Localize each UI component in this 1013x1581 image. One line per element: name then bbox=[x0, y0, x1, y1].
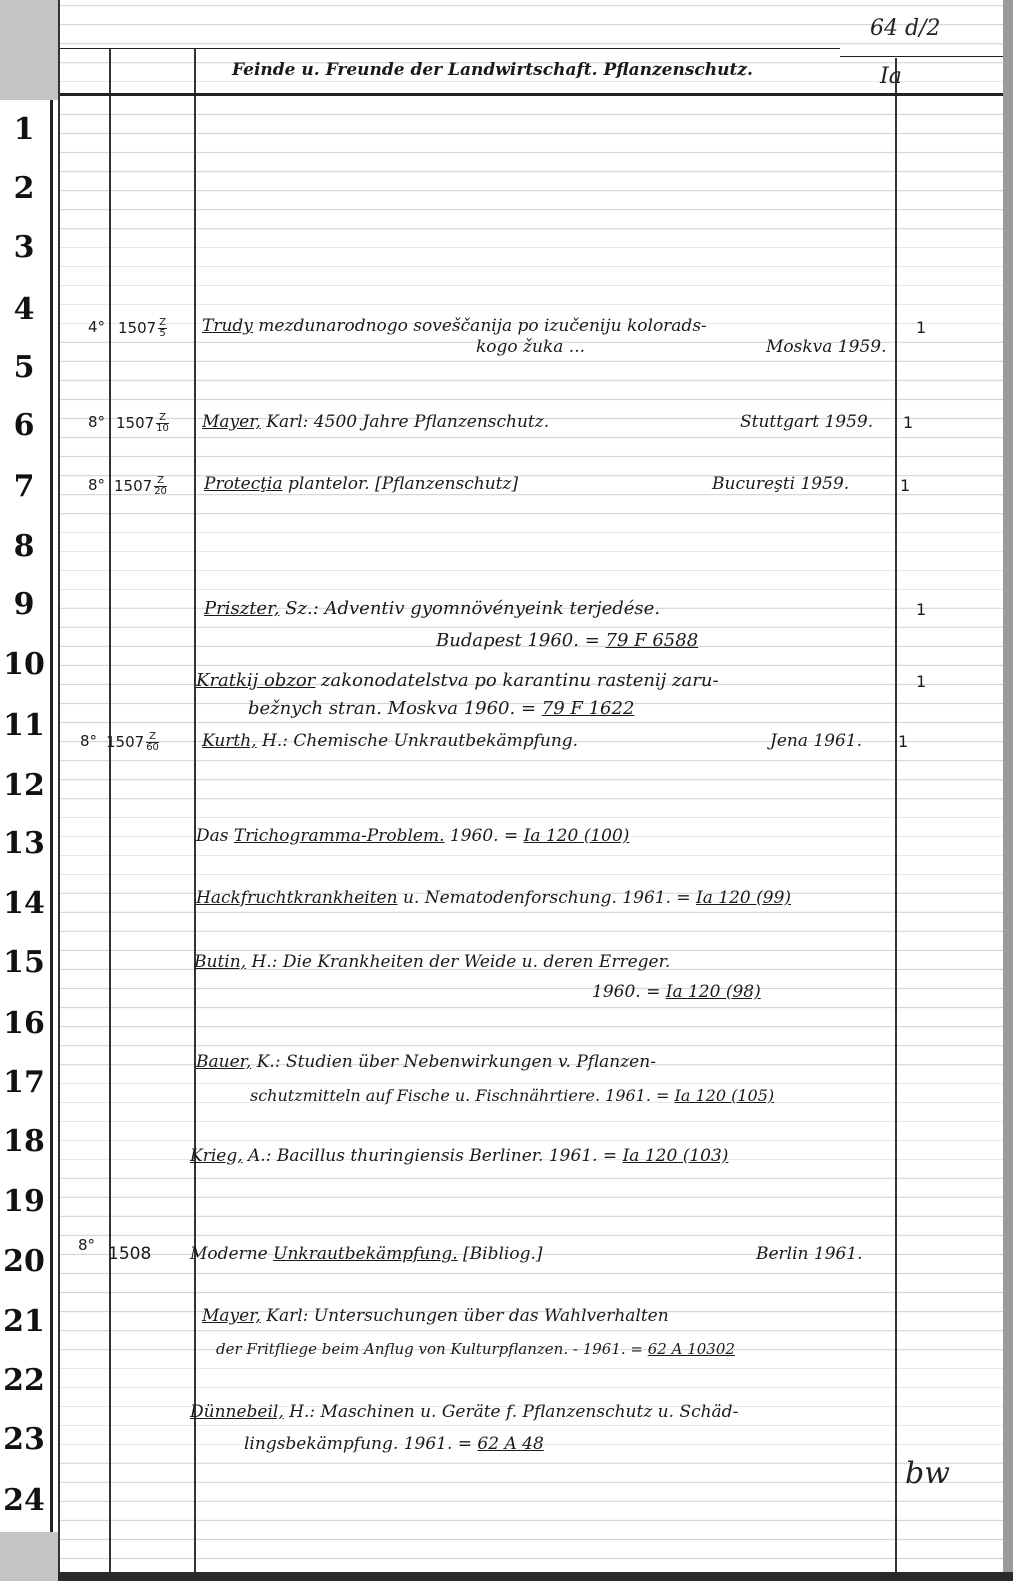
copy-count: 1 bbox=[916, 600, 927, 619]
header-bottom-rule bbox=[60, 93, 1003, 96]
entry-line bbox=[194, 952, 670, 972]
line-number: 3 bbox=[13, 230, 35, 265]
copy-count: 1 bbox=[900, 476, 911, 495]
format-column-rule bbox=[109, 48, 111, 1572]
entry-line bbox=[202, 731, 578, 751]
entry-place: Berlin 1961. bbox=[756, 1244, 863, 1264]
line-number: 18 bbox=[3, 1124, 45, 1159]
signature bbox=[118, 318, 167, 339]
classmark-rule bbox=[840, 56, 1003, 57]
entry-line-2 bbox=[248, 698, 634, 719]
entry-imprint: der Fritfliege beim Anflug von Kulturpflanzen. - 1961. = bbox=[216, 1340, 648, 1358]
signature bbox=[106, 732, 159, 753]
entry-prefix: Das bbox=[196, 826, 234, 846]
entry-imprint: bežnych stran. Moskva 1960. = bbox=[248, 698, 542, 719]
entry-text: K.: Studien über Nebenwirkungen v. Pflanzen- bbox=[251, 1052, 656, 1072]
copy-count: 1 bbox=[903, 413, 914, 432]
entry-author: Kratkij obzor bbox=[196, 670, 316, 691]
entry-line bbox=[190, 1402, 738, 1422]
entry-text: Karl: 4500 Jahre Pflanzenschutz. bbox=[260, 412, 550, 432]
entry-place: Jena 1961. bbox=[770, 731, 863, 751]
entry-line-2 bbox=[592, 982, 761, 1002]
entry-title: Unkrautbekämpfung. bbox=[273, 1244, 458, 1264]
left-margin-rule bbox=[58, 0, 60, 1572]
entry-author: Mayer, bbox=[202, 412, 261, 432]
entry-author: Butin, bbox=[194, 952, 247, 972]
signature: 1508 bbox=[108, 1244, 152, 1264]
entry-place: Bucureşti 1959. bbox=[712, 474, 850, 494]
entry-line-2 bbox=[250, 1086, 774, 1105]
entry-line bbox=[190, 1146, 728, 1166]
entry-shelf-reference: 62 A 48 bbox=[477, 1434, 544, 1454]
entry-author: Krieg, bbox=[190, 1146, 243, 1166]
entry-author: Dünnebeil, bbox=[190, 1402, 284, 1422]
entry-author: Hackfruchtkrankheiten bbox=[196, 888, 398, 908]
classmark: Ia bbox=[880, 64, 902, 89]
count-column-rule bbox=[895, 58, 897, 1572]
entry-author: Mayer, bbox=[202, 1306, 261, 1326]
line-number: 24 bbox=[3, 1483, 45, 1518]
line-number: 8 bbox=[13, 529, 35, 564]
entry-line-2 bbox=[216, 1340, 735, 1358]
ledger-page bbox=[58, 0, 1003, 1572]
signature-number: 1507 bbox=[114, 477, 153, 495]
entry-author: Priszter, bbox=[204, 598, 280, 619]
signature-top: Z bbox=[154, 476, 167, 487]
entry-line-2 bbox=[436, 630, 698, 651]
page-edge-shadow bbox=[1003, 0, 1013, 1581]
line-number: 21 bbox=[3, 1304, 45, 1339]
entry-line bbox=[190, 1244, 543, 1264]
scan-margin-top bbox=[0, 0, 58, 100]
entry-text: u. Nematodenforschung. 1961. = bbox=[397, 888, 697, 908]
page-title: Feinde u. Freunde der Landwirtschaft. Pflanzenschutz. bbox=[232, 60, 753, 80]
entry-text: plantelor. [Pflanzenschutz] bbox=[282, 474, 519, 494]
entry-text: H.: Die Krankheiten der Weide u. deren Erreger. bbox=[246, 952, 671, 972]
line-number: 17 bbox=[3, 1065, 45, 1100]
entry-line bbox=[204, 598, 660, 619]
line-number: 5 bbox=[13, 350, 35, 385]
entry-imprint: Budapest 1960. = bbox=[436, 630, 606, 651]
copy-count: 1 bbox=[916, 318, 927, 337]
entry-text: A.: Bacillus thuringiensis Berliner. 1961. = bbox=[242, 1146, 623, 1166]
entry-shelf-reference: Ia 120 (105) bbox=[674, 1086, 775, 1105]
entry-shelf-reference: Ia 120 (100) bbox=[523, 826, 630, 846]
entry-author: Kurth, bbox=[202, 731, 257, 751]
format: 8° bbox=[88, 413, 106, 431]
entry-shelf-reference: 79 F 1622 bbox=[541, 698, 635, 719]
entry-author: Trudy bbox=[202, 316, 253, 336]
format: 8° bbox=[78, 1236, 96, 1254]
entry-imprint: lingsbekämpfung. 1961. = bbox=[244, 1434, 478, 1454]
line-number: 7 bbox=[13, 469, 35, 504]
page-bottom-edge bbox=[58, 1572, 1013, 1581]
entry-author: Protecţia bbox=[204, 474, 283, 494]
entry-text: [Bibliog.] bbox=[457, 1244, 543, 1264]
line-number: 9 bbox=[13, 587, 35, 622]
entry-text: Sz.: Adventiv gyomnövényeink terjedése. bbox=[279, 598, 661, 619]
line-number: 2 bbox=[13, 171, 35, 206]
signature-top: Z bbox=[146, 732, 159, 743]
entry-line-2: kogo žuka ... bbox=[476, 337, 586, 357]
signature-number: 1507 bbox=[106, 733, 145, 751]
entry-author: Trichogramma-Problem. bbox=[233, 826, 445, 846]
librarian-initials: bw bbox=[905, 1456, 950, 1491]
entry-shelf-reference: 62 A 10302 bbox=[647, 1340, 735, 1358]
entry-shelf-reference: Ia 120 (99) bbox=[696, 888, 792, 908]
format: 4° bbox=[88, 318, 106, 336]
entry-place: Moskva 1959. bbox=[766, 337, 887, 357]
entry-line bbox=[202, 412, 549, 432]
entry-imprint: 1960. = bbox=[592, 982, 666, 1002]
signature bbox=[116, 413, 169, 434]
signature-bottom: 5 bbox=[159, 328, 166, 339]
page-reference: 64 d/2 bbox=[870, 16, 941, 41]
entry-line bbox=[196, 1052, 656, 1072]
line-number: 4 bbox=[13, 292, 35, 327]
signature-column-rule bbox=[194, 48, 196, 1572]
line-number: 16 bbox=[3, 1006, 45, 1041]
signature-number: 1507 bbox=[118, 319, 157, 337]
entry-text: H.: Chemische Unkrautbekämpfung. bbox=[256, 731, 579, 751]
entry-line bbox=[196, 888, 791, 908]
line-number: 19 bbox=[3, 1184, 45, 1219]
line-number: 11 bbox=[3, 708, 45, 743]
signature-bottom: 60 bbox=[146, 742, 159, 753]
line-number: 14 bbox=[3, 886, 45, 921]
line-number: 6 bbox=[13, 408, 35, 443]
line-number: 10 bbox=[3, 647, 45, 682]
line-number: 13 bbox=[3, 826, 45, 861]
signature bbox=[114, 476, 167, 497]
line-number: 23 bbox=[3, 1422, 45, 1457]
entry-line bbox=[202, 1306, 669, 1326]
gutter-edge bbox=[50, 100, 53, 1532]
format: 8° bbox=[88, 476, 106, 494]
scan-margin-bottom bbox=[0, 1532, 58, 1581]
entry-line bbox=[202, 316, 707, 336]
entry-shelf-reference: 79 F 6588 bbox=[605, 630, 699, 651]
copy-count: 1 bbox=[916, 672, 927, 691]
entry-line bbox=[196, 670, 719, 691]
entry-author: Bauer, bbox=[196, 1052, 252, 1072]
signature-top: Z bbox=[156, 413, 169, 424]
entry-place: Stuttgart 1959. bbox=[740, 412, 874, 432]
line-number: 12 bbox=[3, 768, 45, 803]
line-number: 22 bbox=[3, 1363, 45, 1398]
copy-count: 1 bbox=[898, 732, 909, 751]
format: 8° bbox=[80, 732, 98, 750]
entry-text: H.: Maschinen u. Geräte f. Pflanzenschutz u. Schäd- bbox=[283, 1402, 739, 1422]
line-number: 1 bbox=[13, 112, 35, 147]
signature-top: Z bbox=[159, 317, 167, 328]
entry-text: zakonodatelstva po karantinu rastenij zaru- bbox=[315, 670, 719, 691]
entry-text: 1960. = bbox=[444, 826, 524, 846]
header-top-rule bbox=[60, 48, 840, 49]
entry-text: mezdunarodnogo soveščanija po izučeniju kolorads- bbox=[252, 316, 707, 336]
entry-line-2 bbox=[244, 1434, 544, 1454]
signature-number: 1507 bbox=[116, 414, 155, 432]
entry-imprint: schutzmitteln auf Fische u. Fischnährtiere. 1961. = bbox=[250, 1086, 675, 1105]
line-number: 15 bbox=[3, 945, 45, 980]
entry-text: Karl: Untersuchungen über das Wahlverhalten bbox=[260, 1306, 669, 1326]
entry-author: Moderne bbox=[190, 1244, 268, 1264]
entry-line bbox=[196, 826, 629, 846]
entry-line bbox=[204, 474, 518, 494]
entry-shelf-reference: Ia 120 (98) bbox=[665, 982, 761, 1002]
entry-shelf-reference: Ia 120 (103) bbox=[622, 1146, 729, 1166]
signature-bottom: 20 bbox=[154, 486, 167, 497]
signature-bottom: 10 bbox=[156, 423, 169, 434]
line-number: 20 bbox=[3, 1244, 45, 1279]
